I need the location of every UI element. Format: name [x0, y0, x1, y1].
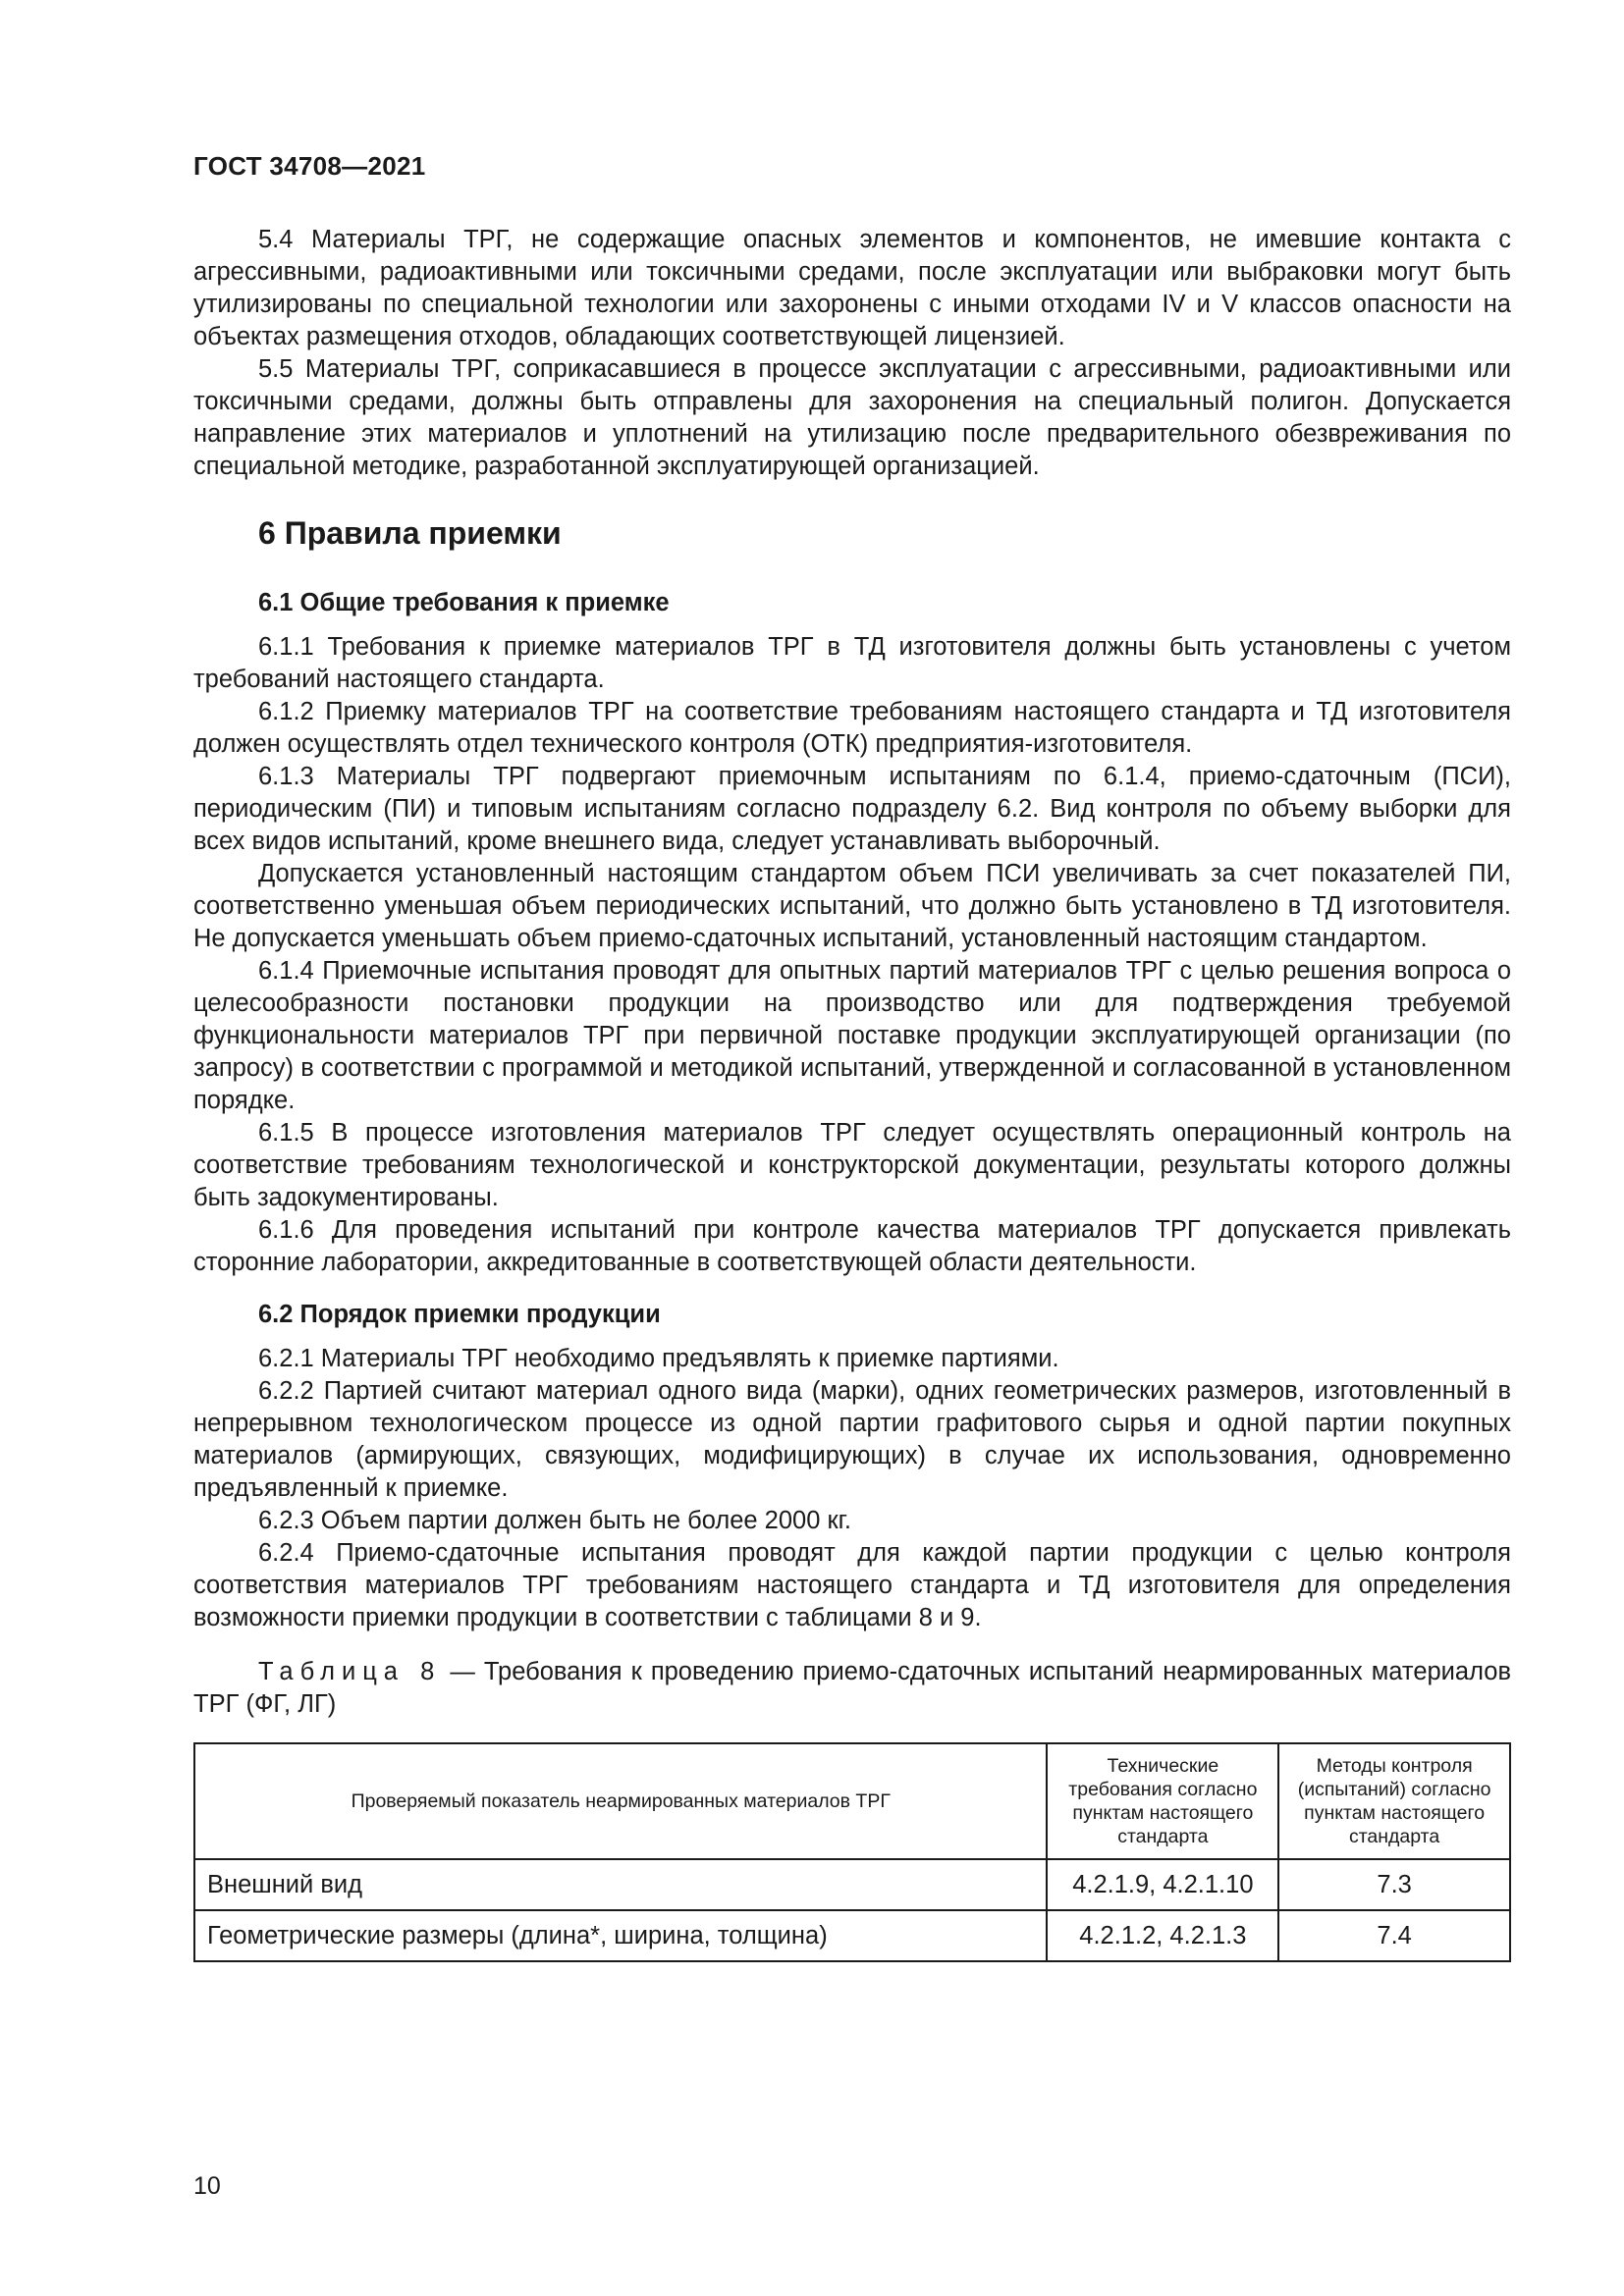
table-cell: Внешний вид [194, 1859, 1047, 1910]
paragraph-6-2-4: 6.2.4 Приемо-сдаточные испытания проводят для каждой партии продукции с целью контроля соответствия материалов ТРГ требованиям настоящего стандарта и ТД изготовителя для определения возможности приемки продукции в соответствии с таблицами 8 и 9. [193, 1539, 1511, 1631]
table-cell: Геометрические размеры (длина*, ширина, толщина) [194, 1910, 1047, 1961]
paragraph-5-5: 5.5 Материалы ТРГ, соприкасавшиеся в процессе эксплуатации с агрессивными, радиоактивными или токсичными средами, должны быть отправлены для захоронения на специальный полигон. Допускается направление этих материалов и уплотнений на утилизацию после предварительного обезвреживания по специальной методике, разработанной эксплуатирующей организацией. [193, 355, 1511, 480]
paragraph-6-1-6: 6.1.6 Для проведения испытаний при контроле качества материалов ТРГ допускается привлекать сторонние лаборатории, аккредитованные в соответствующей области деятельности. [193, 1216, 1511, 1276]
table-header-row [194, 1743, 1510, 1859]
paragraph-6-2-3: 6.2.3 Объем партии должен быть не более 2000 кг. [258, 1507, 851, 1534]
paragraph-6-2-1: 6.2.1 Материалы ТРГ необходимо предъявлять к приемке партиями. [258, 1345, 1059, 1372]
table-header-cell: Методы контроля (испытаний) согласно пунктам настоящего стандарта [1278, 1743, 1510, 1859]
subsection-heading: 6.2 Порядок приемки продукции [258, 1301, 661, 1328]
table-cell: 7.4 [1278, 1910, 1510, 1961]
table-caption-text: — Требования к проведению приемо-сдаточных испытаний неармированных материалов ТРГ (ФГ, ЛГ) [193, 1658, 1511, 1718]
paragraph-6-1-2: 6.1.2 Приемку материалов ТРГ на соответствие требованиям настоящего стандарта и ТД изготовителя должен осуществлять отдел технического контроля (ОТК) предприятия-изготовителя. [193, 698, 1511, 758]
table-caption [193, 1656, 1511, 1721]
table-cell: 4.2.1.2, 4.2.1.3 [1047, 1910, 1278, 1961]
paragraph-5-4: 5.4 Материалы ТРГ, не содержащие опасных элементов и компонентов, не имевшие контакта с агрессивными, радиоактивными или токсичными средами, после эксплуатации или выбраковки могут быть утилизированы по специальной технологии или захоронены с иными отходами IV и V классов опасности на объектах размещения отходов, обладающих соответствующей лицензией. [193, 226, 1511, 350]
table-caption-label: Таблица 8 [258, 1658, 442, 1685]
table-cell: 4.2.1.9, 4.2.1.10 [1047, 1859, 1278, 1910]
paragraph-6-1-3: 6.1.3 Материалы ТРГ подвергают приемочным испытаниям по 6.1.4, приемо-сдаточным (ПСИ), периодическим (ПИ) и типовым испытаниям согласно подразделу 6.2. Вид контроля по объему выборки для всех видов испытаний, кроме внешнего вида, следует устанавливать выборочный. [193, 763, 1511, 855]
main-content [193, 224, 1511, 1962]
paragraph-6-1-5: 6.1.5 В процессе изготовления материалов ТРГ следует осуществлять операционный контроль на соответствие требованиям технологической и конструкторской документации, результаты которого должны быть задокументированы. [193, 1119, 1511, 1211]
section-heading: 6 Правила приемки [258, 515, 562, 551]
table-header-cell: Проверяемый показатель неармированных материалов ТРГ [194, 1743, 1047, 1859]
table-cell: 7.3 [1278, 1859, 1510, 1910]
table-row [194, 1859, 1510, 1910]
paragraph-6-1-3-note: Допускается установленный настоящим стандартом объем ПСИ увеличивать за счет показателей ПИ, соответственно уменьшая объем периодических испытаний, что должно быть установлено в ТД изготовителя. Не допускается уменьшать объем приемо-сдаточных испытаний, установленный настоящим стандартом. [193, 860, 1511, 952]
page-number: 10 [193, 2172, 221, 2200]
table-row [194, 1910, 1510, 1961]
subsection-heading: 6.1 Общие требования к приемке [258, 589, 670, 616]
paragraph-6-1-4: 6.1.4 Приемочные испытания проводят для опытных партий материалов ТРГ с целью решения вопроса о целесообразности постановки продукции на производство или для подтверждения требуемой функциональности материалов ТРГ при первичной поставке продукции эксплуатирующей организации (по запросу) в соответствии с программой и методикой испытаний, утвержденной и согласованной в установленном порядке. [193, 957, 1511, 1114]
paragraph-6-1-1: 6.1.1 Требования к приемке материалов ТРГ в ТД изготовителя должны быть установлены с учетом требований настоящего стандарта. [193, 633, 1511, 693]
table-8 [193, 1742, 1511, 1962]
paragraph-6-2-2: 6.2.2 Партией считают материал одного вида (марки), одних геометрических размеров, изготовленный в непрерывном технологическом процессе из одной партии графитового сырья и одной партии покупных материалов (армирующих, связующих, модифицирующих) в случае их использования, одновременно предъявленный к приемке. [193, 1377, 1511, 1502]
document-header: ГОСТ 34708—2021 [193, 151, 426, 181]
table-header-cell: Технические требования согласно пунктам настоящего стандарта [1047, 1743, 1278, 1859]
